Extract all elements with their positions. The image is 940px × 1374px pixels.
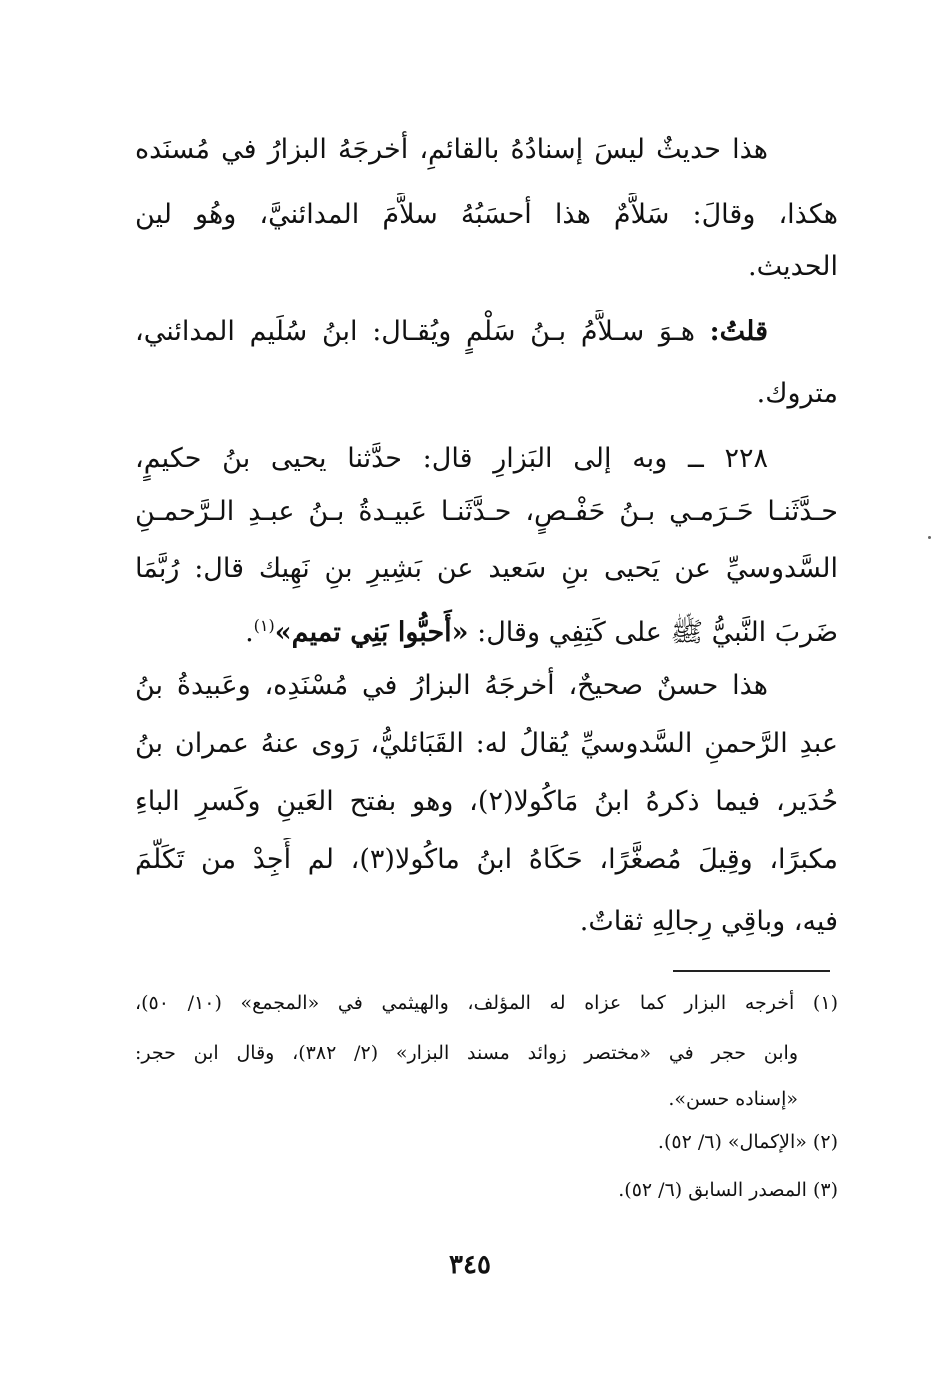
qultu-label: قلتُ: <box>709 316 768 347</box>
page-number: ٣٤٥ <box>449 1250 491 1280</box>
footnote: وابن حجر في «مختصر زوائد مسند البزار» (٢/ ٣٨٢)، وقال ابن حجر: <box>135 1042 798 1064</box>
body-line: الحديث. <box>748 251 838 282</box>
footnote: «إسناده حسن». <box>668 1088 798 1110</box>
body-line: حُدَير، فيما ذكرهُ ابنُ مَاكُولا(٢)، وهو بفتح العَينِ وكَسرِ الباءِ <box>135 786 838 817</box>
body-line: هذا حسنٌ صحيحٌ، أخرجَهُ البزارُ في مُسْنَدِه، وعَبيدةُ بنُ <box>135 670 768 701</box>
hadith-end: . <box>245 617 254 648</box>
body-line: عبدِ الرَّحمنِ السَّدوسيِّ يُقالُ له: القَبَائليُّ، رَوى عنهُ عمران بنُ <box>135 728 838 759</box>
body-line: فيه، وباقِي رِجالِهِ ثقاتٌ. <box>579 906 838 937</box>
footnote: (٢) «الإكمال» (٦/ ٥٢). <box>657 1131 838 1153</box>
hadith-line: ٢٢٨ ــ وبه إلى البَزارِ قال: حدَّثنا يحيى بنُ حكيمٍ، <box>135 443 768 474</box>
body-line <box>135 310 838 354</box>
hadith-text: ضَربَ النَّبيُّ ﷺ على كَتِفِي وقال: <box>468 617 838 648</box>
body-line: هكذا، وقالَ: سَلاَّمٌ هذا أحسَبُهُ سلاَّمَ المدائنيَّ، وهُو لين <box>135 199 838 230</box>
footnote-separator <box>673 970 830 972</box>
body-line: متروك. <box>756 378 838 409</box>
hadith-line: السَّدوسيِّ عن يَحيى بنِ سَعيد عن بَشِيرِ بنِ نَهِيك قال: رُبَّمَا <box>135 553 838 584</box>
scan-speck <box>928 536 931 539</box>
body-line: مكبرًا، وقِيلَ مُصغَّرًا، حَكَاهُ ابنُ ماكُولا(٣)، لم أَجِدْ من تَكَلَّمَ <box>135 844 838 875</box>
hadith-line <box>135 604 838 648</box>
footnote: (١) أخرجه البزار كما عزاه له المؤلف، والهيثمي في «المجمع» (١٠/ ٥٠)، <box>135 992 838 1014</box>
hadith-quote: «أَحبُّوا بَنِي تميمٍ» <box>274 617 469 648</box>
footnote-marker: (١) <box>253 616 275 635</box>
body-line: هذا حديثٌ ليسَ إسنادُهُ بالقائمِ، أخرجَهُ البزارُ في مُسنَده <box>135 134 768 165</box>
body-text: هـوَ سـلاَّمُ بـنُ سَلْمٍ ويُقـال: ابنُ سُلَيم المدائني، <box>135 316 695 347</box>
footnote: (٣) المصدر السابق (٦/ ٥٢). <box>618 1179 838 1201</box>
hadith-line: حـدَّثَنـا حَـرَمـي بـنُ حَفْـصٍ، حـدَّثَنـا عَبيـدةُ بـنُ عبـدِ الـرَّحمـنِ <box>135 496 838 527</box>
